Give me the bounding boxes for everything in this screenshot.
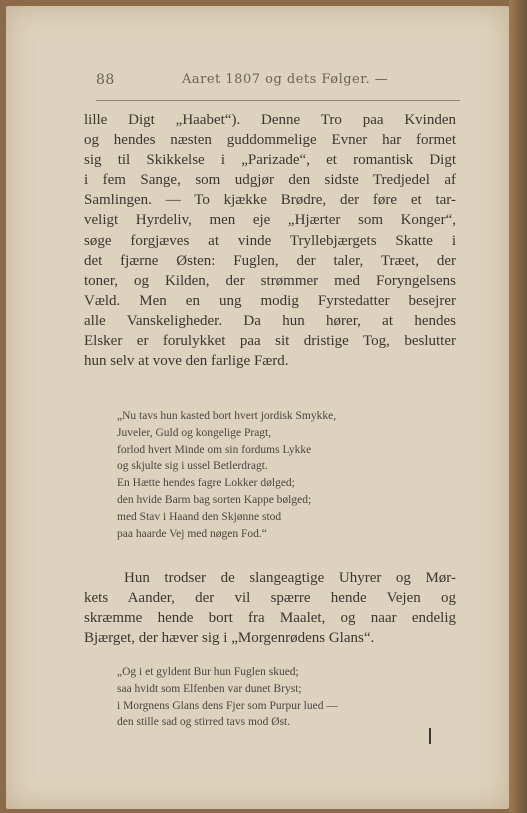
verse-line: saa hvidt som Elfenben var dunet Bryst;	[117, 682, 302, 695]
text-line: kets Aander, der vil spærre hende Vejen og	[84, 590, 456, 607]
text-line: Væld. Men en ung modig Fyrstedatter besejrer	[84, 292, 456, 309]
page-number: 88	[96, 72, 115, 88]
verse-line: Juveler, Guld og kongelige Pragt,	[117, 426, 272, 439]
paragraph-1	[84, 110, 456, 371]
margin-mark	[429, 728, 431, 744]
text-line: sig til Skikkelse i „Parizade“, et romantisk Digt	[84, 152, 456, 169]
paragraph-2	[84, 568, 456, 648]
text-line: Hun trodser de slangeagtige Uhyrer og Mør-	[124, 570, 456, 586]
verse-line: den stille sad og stirred tavs mod Øst.	[117, 716, 291, 729]
header-rule	[96, 100, 460, 101]
verse-line: paa haarde Vej med nøgen Fod.“	[117, 527, 267, 540]
verse-line: med Stav i Haand den Skjønne stod	[117, 510, 282, 523]
text-line: søge forgjæves at vinde Tryllebjærgets Skatte i	[84, 232, 456, 249]
text-line: lille Digt „Haabet“). Denne Tro paa Kvinden	[84, 112, 456, 128]
text-line: alle Vanskeligheder. Da hun hører, at hendes	[84, 312, 456, 329]
text-line: skræmme hende bort fra Maalet, og naar endelig	[84, 610, 456, 627]
text-line: og hendes næsten guddommelige Evner har formet	[84, 132, 456, 149]
book-spine	[509, 0, 527, 813]
verse-line: og skjulte sig i ussel Betlerdragt.	[117, 460, 268, 473]
verse-line: den hvide Barm bag sorten Kappe bølged;	[117, 493, 312, 506]
verse-line: „Og i et gyldent Bur hun Fuglen skued;	[117, 666, 299, 678]
text-line: veligt Hyrdeliv, men eje „Hjærter som Konger“,	[84, 212, 456, 229]
text-line: toner, og Kilden, der strømmer med Foryngelsens	[84, 272, 456, 289]
text-line: det fjærne Østen: Fuglen, der taler, Træet, der	[84, 252, 456, 269]
verse-quote-1	[117, 408, 437, 542]
text-line: i fem Sange, som udgjør den sidste Tredjedel af	[84, 172, 456, 189]
verse-quote-2	[117, 664, 437, 731]
text-line: Samlingen. — To kjække Brødre, der føre et tar-	[84, 192, 456, 209]
text-line: hun selv at vove den farlige Færd.	[84, 353, 289, 370]
running-title: Aaret 1807 og dets Følger. —	[182, 72, 389, 87]
text-line: Bjærget, der hæver sig i „Morgenrødens Glans“.	[84, 630, 375, 647]
verse-line: „Nu tavs hun kasted bort hvert jordisk Smykke,	[117, 410, 337, 422]
verse-line: forlod hvert Minde om sin fordums Lykke	[117, 443, 312, 456]
verse-line: i Morgnens Glans dens Fjer som Purpur lued —	[117, 699, 338, 712]
verse-line: En Hætte hendes fagre Lokker dølged;	[117, 477, 295, 490]
text-line: Elsker er forulykket paa sit dristige Tog, beslutter	[84, 333, 456, 350]
